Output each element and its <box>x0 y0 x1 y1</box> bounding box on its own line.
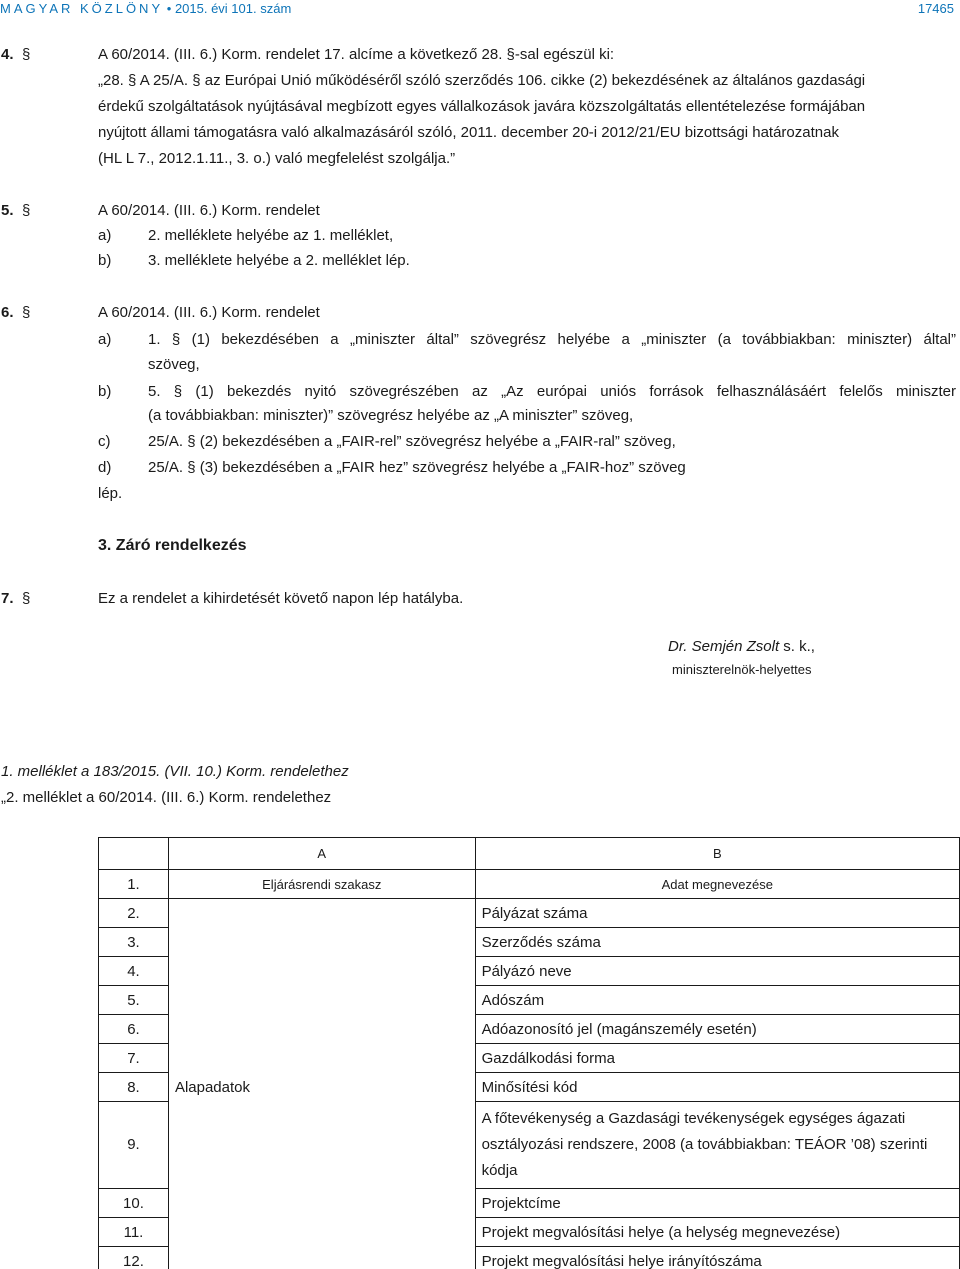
row-number: 6. <box>99 1015 169 1044</box>
para6-item-c-label: c) <box>98 433 111 450</box>
para4-line-2: „28. § A 25/A. § az Európai Unió működéséről szóló szerződés 106. cikke (2) bekezdésének az általános gazdasági <box>98 72 866 89</box>
data-item: Szerződés száma <box>475 928 959 957</box>
data-item: A főtevékenység a Gazdasági tevékenységek egységes ágazati osztályozási rendszere, 2008 (a továbbiakban: TEÁOR ’08) szerinti kódja <box>475 1102 959 1189</box>
para7-section-sign: § <box>22 590 31 607</box>
row-number: 4. <box>99 957 169 986</box>
para6-item-d-text: 25/A. § (3) bekezdésében a „FAIR hez” szövegrész helyébe a „FAIR-hoz” szöveg <box>148 459 686 476</box>
row-number: 9. <box>99 1102 169 1189</box>
data-item: Adószám <box>475 986 959 1015</box>
row-number: 10. <box>99 1189 169 1218</box>
para5-item-b-label: b) <box>98 252 112 269</box>
header-left <box>0 1 291 16</box>
row-number: 3. <box>99 928 169 957</box>
data-item: Pályázó neve <box>475 957 959 986</box>
data-item: Gazdálkodási forma <box>475 1044 959 1073</box>
para6-item-a-line-1: 1. § (1) bekezdésében a „miniszter által” szövegrész helyébe a „miniszter (a továbbiakban: miniszter) által” <box>148 331 956 348</box>
para6-item-b-label: b) <box>98 383 112 400</box>
signature-line <box>668 637 815 657</box>
para5-intro: A 60/2014. (III. 6.) Korm. rendelet <box>98 202 320 219</box>
row-number: 2. <box>99 899 169 928</box>
data-item: Pályázat száma <box>475 899 959 928</box>
para5-item-a-text: 2. melléklete helyébe az 1. melléklet, <box>148 227 394 244</box>
journal-name: MAGYAR KÖZLÖNY <box>0 1 164 16</box>
header-bullet: • <box>166 1 172 16</box>
para4-section-sign: § <box>22 46 31 63</box>
signature-suffix: s. k., <box>779 638 815 655</box>
row-number: 8. <box>99 1073 169 1102</box>
para4-line-5: (HL L 7., 2012.1.11., 3. o.) való megfelelést szolgálja.” <box>98 150 456 167</box>
column-header-b: B <box>475 838 959 870</box>
para6-item-c-text: 25/A. § (2) bekezdésében a „FAIR-rel” szövegrész helyébe a „FAIR-ral” szöveg, <box>148 433 676 450</box>
data-item: Projekt megvalósítási helye (a helység megnevezése) <box>475 1218 959 1247</box>
para4-number: 4. <box>1 46 14 63</box>
data-item: Adóazonosító jel (magánszemély esetén) <box>475 1015 959 1044</box>
row-number: 12. <box>99 1247 169 1269</box>
row-number: 11. <box>99 1218 169 1247</box>
para4-line-3: érdekű szolgáltatások nyújtásával megbízott egyes vállalkozások javára közszolgáltatás ellentételezése formájában <box>98 98 866 115</box>
para6-item-b-line-2: (a továbbiakban: miniszter)” szövegrész helyébe az „A miniszter” szöveg, <box>148 407 634 424</box>
para6-item-b-line-1: 5. § (1) bekezdés nyitó szövegrészében az „Az európai uniós források felhasználásáért felelős miniszter <box>148 383 956 400</box>
row-number: 1. <box>99 870 169 899</box>
para6-number: 6. <box>1 304 14 321</box>
para4-line-1: A 60/2014. (III. 6.) Korm. rendelet 17. alcíme a következő 28. §-sal egészül ki: <box>98 46 615 63</box>
row-number: 7. <box>99 1044 169 1073</box>
group-label: Alapadatok <box>168 899 475 1269</box>
signatory-title: miniszterelnök-helyettes <box>672 662 812 677</box>
annex-table <box>98 837 960 1269</box>
signatory-name: Dr. Semjén Zsolt <box>668 638 780 655</box>
data-item: Projektcíme <box>475 1189 959 1218</box>
table-header-row <box>99 838 960 870</box>
row-number: 5. <box>99 986 169 1015</box>
column-b-heading: Adat megnevezése <box>475 870 959 899</box>
para6-item-a-label: a) <box>98 331 112 348</box>
page-number: 17465 <box>917 1 954 16</box>
table-corner-cell <box>99 838 169 870</box>
para7-number: 7. <box>1 590 14 607</box>
issue-label: 2015. évi 101. szám <box>174 1 292 16</box>
para5-item-b-text: 3. melléklete helyébe a 2. melléklet lép. <box>148 252 410 269</box>
para6-section-sign: § <box>22 304 31 321</box>
para4-line-4: nyújtott állami támogatásra való alkalmazásáról szóló, 2011. december 20-i 2012/21/EU bizottsági határozatnak <box>98 124 839 141</box>
para5-number: 5. <box>1 202 14 219</box>
para6-item-d-label: d) <box>98 459 112 476</box>
para5-section-sign: § <box>22 202 31 219</box>
column-a-heading: Eljárásrendi szakasz <box>168 870 475 899</box>
table-row <box>99 899 960 928</box>
para6-closing: lép. <box>98 485 123 502</box>
chapter-heading: 3. Záró rendelkezés <box>98 537 247 554</box>
para6-item-a-line-2: szöveg, <box>148 356 200 373</box>
data-item: Projekt megvalósítási helye irányítószáma <box>475 1247 959 1269</box>
para6-intro: A 60/2014. (III. 6.) Korm. rendelet <box>98 304 320 321</box>
page-header <box>0 0 960 20</box>
para5-item-a-label: a) <box>98 227 112 244</box>
column-header-a: A <box>168 838 475 870</box>
data-item: Minősítési kód <box>475 1073 959 1102</box>
annex-title: 1. melléklet a 183/2015. (VII. 10.) Korm. rendelethez <box>1 763 349 780</box>
annex-subtitle: „2. melléklet a 60/2014. (III. 6.) Korm. rendelethez <box>1 789 332 806</box>
table-row <box>99 870 960 899</box>
para7-text: Ez a rendelet a kihirdetését követő napon lép hatályba. <box>98 590 464 607</box>
